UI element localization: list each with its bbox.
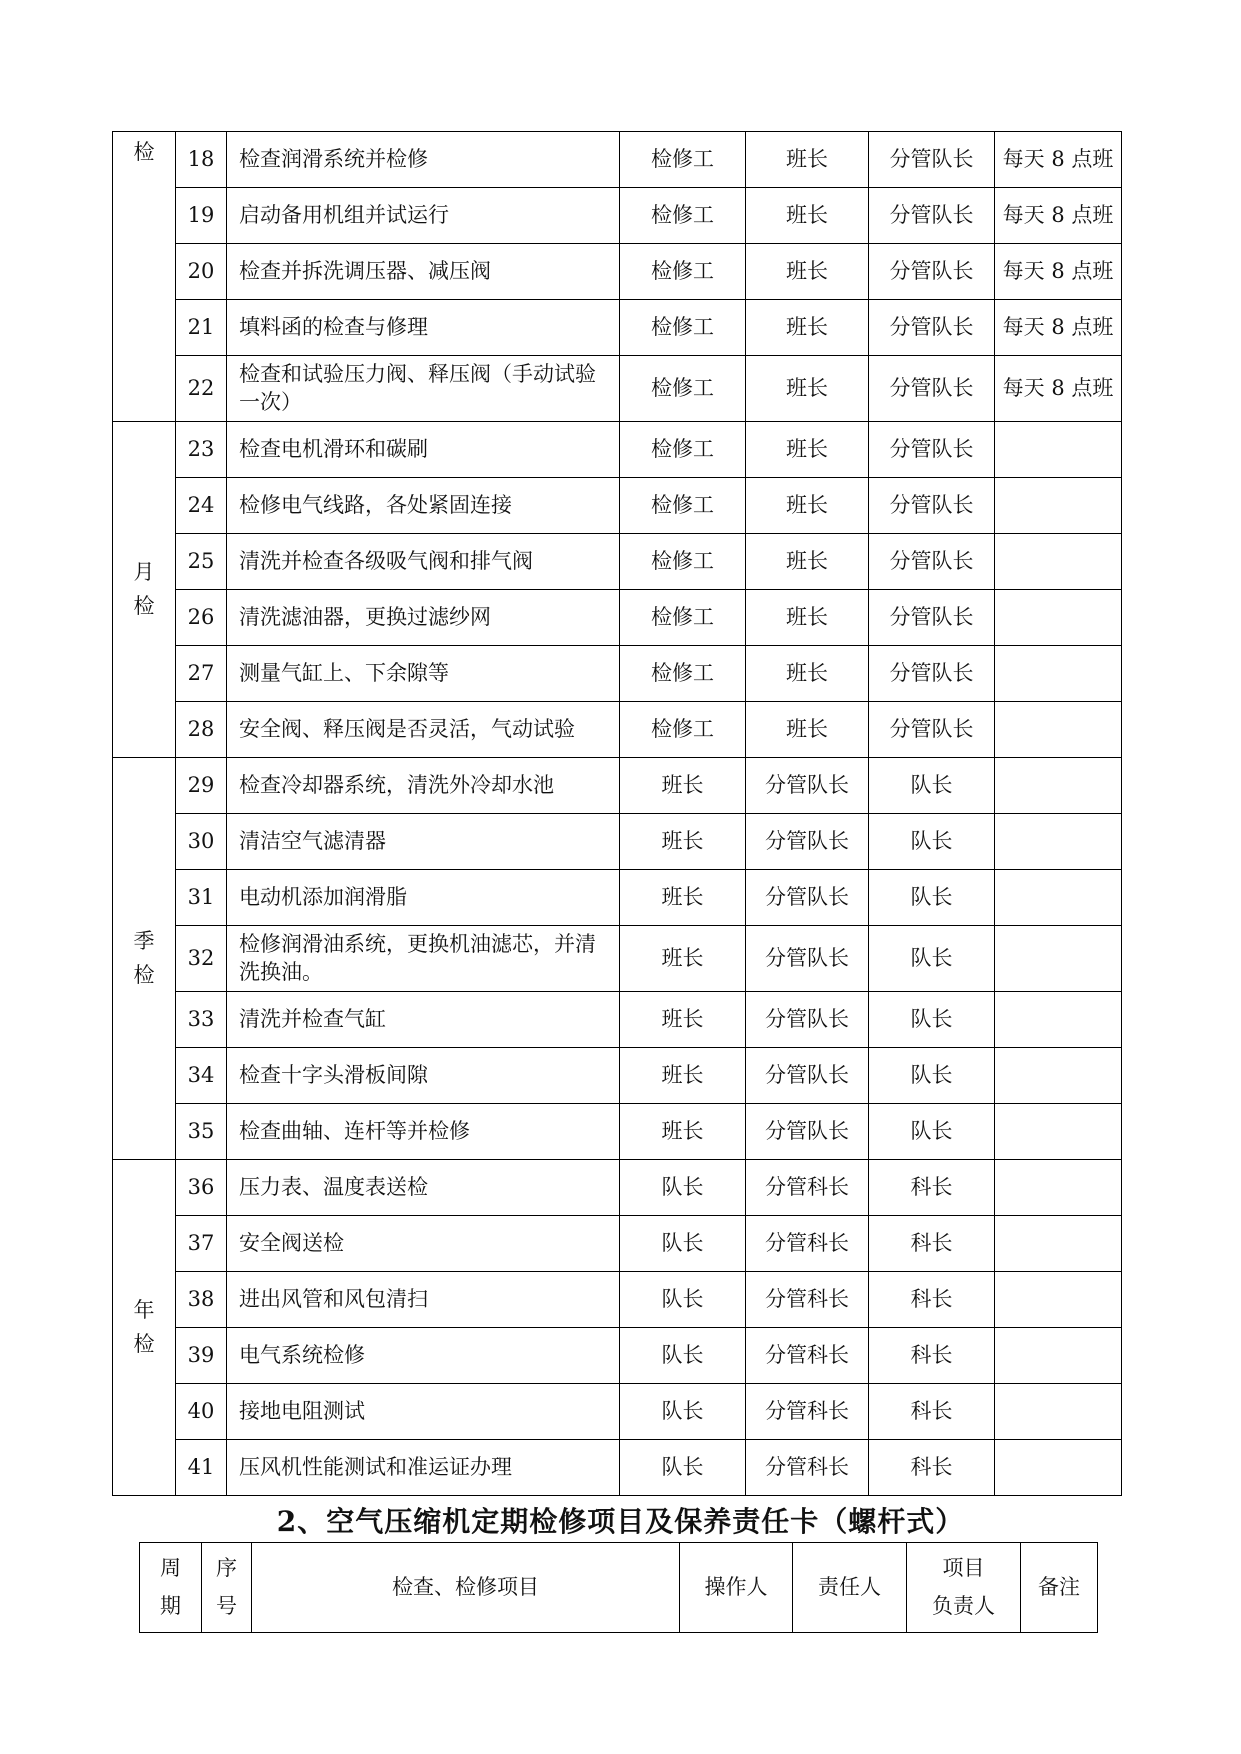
responsible-cell: 班长 (746, 478, 869, 534)
row-number: 36 (176, 1160, 227, 1216)
table-row (113, 478, 1122, 534)
operator-cell: 班长 (620, 1104, 746, 1160)
lead-cell: 队长 (869, 926, 995, 992)
lead-cell: 队长 (869, 814, 995, 870)
row-number: 34 (176, 1048, 227, 1104)
period-cell: 季 检 (113, 758, 176, 1160)
table-row (113, 758, 1122, 814)
operator-cell: 队长 (620, 1216, 746, 1272)
note-cell: 每天 8 点班 (995, 356, 1122, 422)
note-cell (995, 1272, 1122, 1328)
item-cell: 清洗滤油器，更换过滤纱网 (227, 590, 620, 646)
row-number: 32 (176, 926, 227, 992)
operator-cell: 检修工 (620, 646, 746, 702)
item-cell: 检查曲轴、连杆等并检修 (227, 1104, 620, 1160)
responsible-cell: 班长 (746, 300, 869, 356)
operator-cell: 检修工 (620, 244, 746, 300)
row-number: 29 (176, 758, 227, 814)
operator-cell: 班长 (620, 758, 746, 814)
table-row (113, 590, 1122, 646)
lead-cell: 科长 (869, 1160, 995, 1216)
table-row (113, 814, 1122, 870)
item-cell: 检修电气线路，各处紧固连接 (227, 478, 620, 534)
operator-cell: 检修工 (620, 478, 746, 534)
header-row (140, 1543, 1098, 1633)
row-number: 28 (176, 702, 227, 758)
row-number: 19 (176, 188, 227, 244)
lead-cell: 分管队长 (869, 478, 995, 534)
row-number: 23 (176, 422, 227, 478)
table-row (113, 188, 1122, 244)
row-number: 33 (176, 992, 227, 1048)
note-cell: 每天 8 点班 (995, 244, 1122, 300)
row-number: 40 (176, 1384, 227, 1440)
note-cell: 每天 8 点班 (995, 188, 1122, 244)
lead-cell: 分管队长 (869, 188, 995, 244)
table-row (113, 1216, 1122, 1272)
item-cell: 电气系统检修 (227, 1328, 620, 1384)
responsible-cell: 分管队长 (746, 1048, 869, 1104)
lead-cell: 科长 (869, 1272, 995, 1328)
note-cell: 每天 8 点班 (995, 132, 1122, 188)
responsible-cell: 分管队长 (746, 926, 869, 992)
item-cell: 检修润滑油系统，更换机油滤芯，并清洗换油。 (227, 926, 620, 992)
table-row (113, 1328, 1122, 1384)
lead-cell: 分管队长 (869, 244, 995, 300)
lead-cell: 分管队长 (869, 702, 995, 758)
note-cell (995, 992, 1122, 1048)
responsible-cell: 分管科长 (746, 1440, 869, 1496)
note-cell (995, 1440, 1122, 1496)
note-cell (995, 1384, 1122, 1440)
operator-cell: 队长 (620, 1440, 746, 1496)
responsible-cell: 班长 (746, 422, 869, 478)
period-cell: 月 检 (113, 422, 176, 758)
responsible-cell: 分管队长 (746, 870, 869, 926)
row-number: 41 (176, 1440, 227, 1496)
lead-cell: 队长 (869, 758, 995, 814)
note-cell (995, 758, 1122, 814)
table-row (113, 356, 1122, 422)
table-row (113, 1384, 1122, 1440)
table-row (113, 1048, 1122, 1104)
lead-cell: 分管队长 (869, 646, 995, 702)
header-responsible: 责任人 (793, 1543, 907, 1633)
lead-cell: 分管队长 (869, 534, 995, 590)
table-row (113, 870, 1122, 926)
row-number: 20 (176, 244, 227, 300)
operator-cell: 班长 (620, 926, 746, 992)
note-cell (995, 478, 1122, 534)
row-number: 21 (176, 300, 227, 356)
responsible-cell: 班长 (746, 646, 869, 702)
section-title: 2、空气压缩机定期检修项目及保养责任卡（螺杆式） (276, 1505, 965, 1538)
row-number: 18 (176, 132, 227, 188)
lead-cell: 分管队长 (869, 132, 995, 188)
lead-cell: 科长 (869, 1384, 995, 1440)
note-cell (995, 1160, 1122, 1216)
note-cell (995, 702, 1122, 758)
lead-cell: 分管队长 (869, 300, 995, 356)
operator-cell: 检修工 (620, 422, 746, 478)
table-row (113, 646, 1122, 702)
maintenance-table (112, 131, 1122, 1496)
note-cell (995, 926, 1122, 992)
responsible-cell: 分管科长 (746, 1328, 869, 1384)
lead-cell: 队长 (869, 1048, 995, 1104)
item-cell: 启动备用机组并试运行 (227, 188, 620, 244)
table-row (113, 422, 1122, 478)
note-cell (995, 814, 1122, 870)
table-row (113, 992, 1122, 1048)
note-cell (995, 590, 1122, 646)
screw-compressor-header-table (139, 1542, 1098, 1633)
responsible-cell: 班长 (746, 702, 869, 758)
note-cell (995, 1104, 1122, 1160)
responsible-cell: 分管队长 (746, 814, 869, 870)
item-cell: 测量气缸上、下余隙等 (227, 646, 620, 702)
lead-cell: 队长 (869, 1104, 995, 1160)
row-number: 30 (176, 814, 227, 870)
note-cell (995, 646, 1122, 702)
table-row (113, 244, 1122, 300)
operator-cell: 班长 (620, 992, 746, 1048)
operator-cell: 班长 (620, 870, 746, 926)
header-item: 检查、检修项目 (252, 1543, 680, 1633)
item-cell: 填料函的检查与修理 (227, 300, 620, 356)
row-number: 39 (176, 1328, 227, 1384)
note-cell (995, 422, 1122, 478)
table-row (113, 702, 1122, 758)
table-row (113, 534, 1122, 590)
lead-cell: 队长 (869, 870, 995, 926)
item-cell: 清洁空气滤清器 (227, 814, 620, 870)
responsible-cell: 班长 (746, 534, 869, 590)
item-cell: 清洗并检查气缸 (227, 992, 620, 1048)
note-cell (995, 534, 1122, 590)
operator-cell: 队长 (620, 1160, 746, 1216)
header-period: 周 期 (140, 1543, 202, 1633)
row-number: 31 (176, 870, 227, 926)
row-number: 24 (176, 478, 227, 534)
responsible-cell: 班长 (746, 244, 869, 300)
header-lead: 项目 负责人 (907, 1543, 1021, 1633)
lead-cell: 分管队长 (869, 590, 995, 646)
item-cell: 检查润滑系统并检修 (227, 132, 620, 188)
item-cell: 进出风管和风包清扫 (227, 1272, 620, 1328)
lead-cell: 科长 (869, 1216, 995, 1272)
table-row (113, 1440, 1122, 1496)
responsible-cell: 分管队长 (746, 758, 869, 814)
operator-cell: 检修工 (620, 300, 746, 356)
row-number: 25 (176, 534, 227, 590)
responsible-cell: 分管科长 (746, 1160, 869, 1216)
table-row (113, 926, 1122, 992)
responsible-cell: 分管队长 (746, 1104, 869, 1160)
item-cell: 电动机添加润滑脂 (227, 870, 620, 926)
item-cell: 检查十字头滑板间隙 (227, 1048, 620, 1104)
table-row (113, 132, 1122, 188)
operator-cell: 检修工 (620, 188, 746, 244)
table-row (113, 1160, 1122, 1216)
operator-cell: 队长 (620, 1272, 746, 1328)
operator-cell: 检修工 (620, 534, 746, 590)
item-cell: 清洗并检查各级吸气阀和排气阀 (227, 534, 620, 590)
responsible-cell: 班长 (746, 188, 869, 244)
operator-cell: 队长 (620, 1384, 746, 1440)
table-row (113, 300, 1122, 356)
responsible-cell: 班长 (746, 132, 869, 188)
responsible-cell: 分管队长 (746, 992, 869, 1048)
note-cell (995, 1048, 1122, 1104)
note-cell (995, 1216, 1122, 1272)
header-note: 备注 (1021, 1543, 1098, 1633)
header-operator: 操作人 (680, 1543, 793, 1633)
row-number: 27 (176, 646, 227, 702)
item-cell: 检查冷却器系统，清洗外冷却水池 (227, 758, 620, 814)
row-number: 22 (176, 356, 227, 422)
lead-cell: 分管队长 (869, 356, 995, 422)
row-number: 35 (176, 1104, 227, 1160)
responsible-cell: 分管科长 (746, 1216, 869, 1272)
item-cell: 压力表、温度表送检 (227, 1160, 620, 1216)
period-cell: 年 检 (113, 1160, 176, 1496)
operator-cell: 检修工 (620, 590, 746, 646)
operator-cell: 检修工 (620, 356, 746, 422)
item-cell: 接地电阻测试 (227, 1384, 620, 1440)
row-number: 26 (176, 590, 227, 646)
operator-cell: 班长 (620, 814, 746, 870)
operator-cell: 检修工 (620, 132, 746, 188)
table-row (113, 1272, 1122, 1328)
responsible-cell: 班长 (746, 590, 869, 646)
responsible-cell: 分管科长 (746, 1384, 869, 1440)
lead-cell: 科长 (869, 1440, 995, 1496)
row-number: 37 (176, 1216, 227, 1272)
item-cell: 压风机性能测试和准运证办理 (227, 1440, 620, 1496)
operator-cell: 队长 (620, 1328, 746, 1384)
table-row (113, 1104, 1122, 1160)
item-cell: 检查电机滑环和碳刷 (227, 422, 620, 478)
lead-cell: 分管队长 (869, 422, 995, 478)
item-cell: 检查并拆洗调压器、减压阀 (227, 244, 620, 300)
lead-cell: 队长 (869, 992, 995, 1048)
operator-cell: 班长 (620, 1048, 746, 1104)
lead-cell: 科长 (869, 1328, 995, 1384)
row-number: 38 (176, 1272, 227, 1328)
item-cell: 安全阀、释压阀是否灵活，气动试验 (227, 702, 620, 758)
item-cell: 安全阀送检 (227, 1216, 620, 1272)
responsible-cell: 分管科长 (746, 1272, 869, 1328)
period-cell: 检 (113, 132, 176, 422)
operator-cell: 检修工 (620, 702, 746, 758)
note-cell (995, 870, 1122, 926)
responsible-cell: 班长 (746, 356, 869, 422)
note-cell: 每天 8 点班 (995, 300, 1122, 356)
header-no: 序 号 (202, 1543, 252, 1633)
note-cell (995, 1328, 1122, 1384)
item-cell: 检查和试验压力阀、释压阀（手动试验一次） (227, 356, 620, 422)
